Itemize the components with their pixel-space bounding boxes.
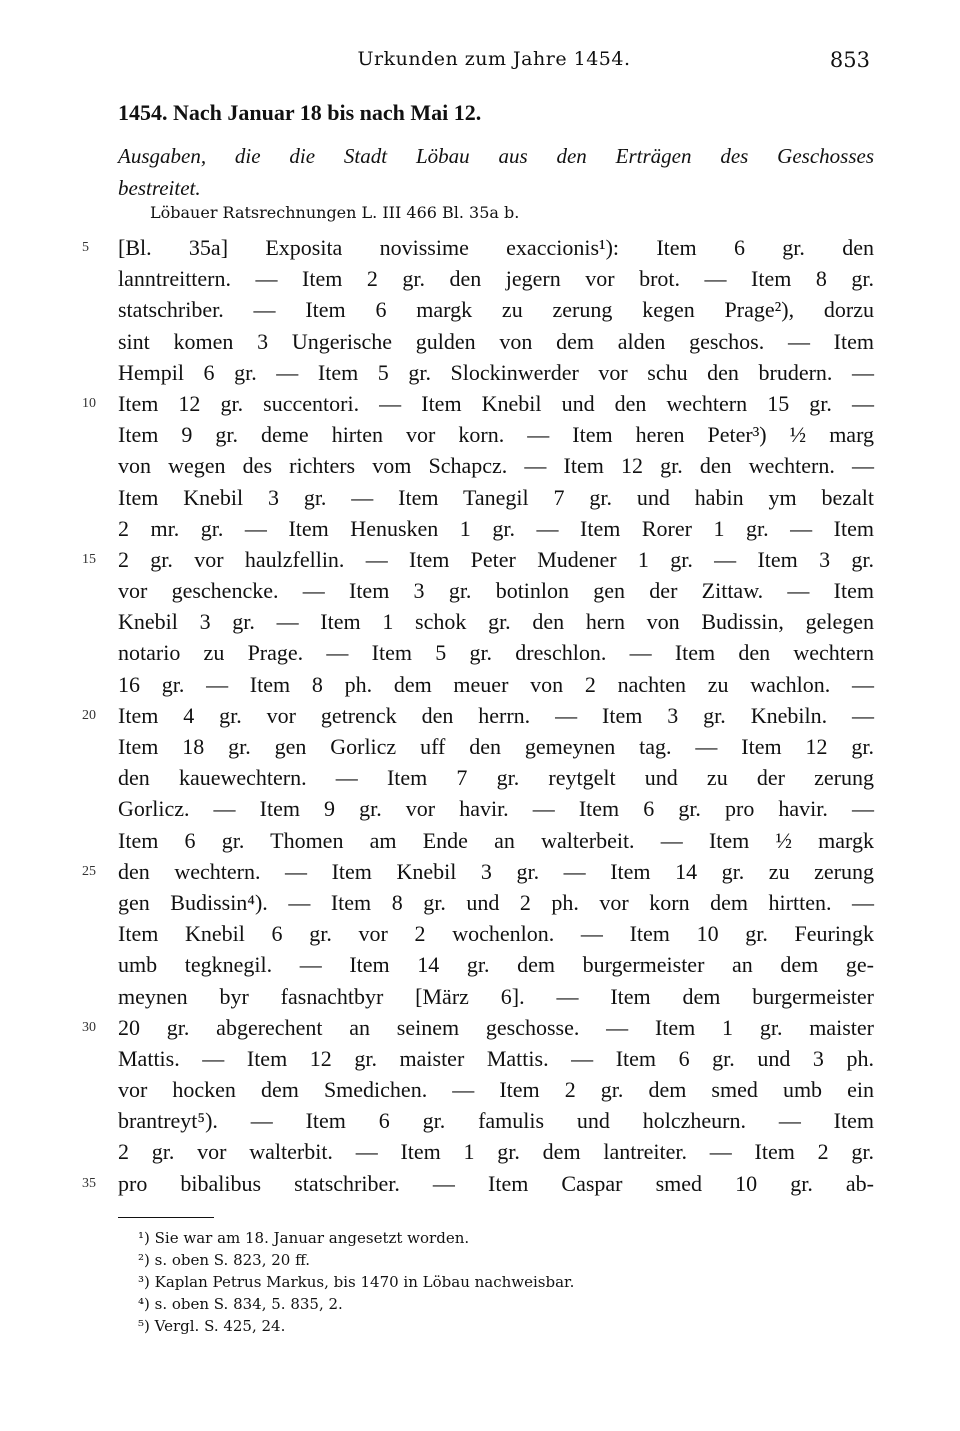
line-number: 20 [82, 707, 96, 723]
line-text: Hempil 6 gr. — Item 5 gr. Slockinwerder vor schu den brudern. — [118, 359, 874, 385]
summary-line: bestreitet. [118, 176, 201, 200]
text-line [82, 1012, 874, 1043]
line-number: 30 [82, 1019, 96, 1035]
line-text: Item Knebil 3 gr. — Item Tanegil 7 gr. und habin ym bezalt [118, 484, 874, 510]
line-text: Item 6 gr. Thomen am Ende an walterbeit. — Item ½ margk [118, 827, 874, 853]
text-line [118, 887, 874, 918]
line-number: 35 [82, 1175, 96, 1191]
line-text: Knebil 3 gr. — Item 1 schok gr. den hern von Budissin, gelegen [118, 609, 874, 635]
footnote: ⁵) Vergl. S. 425, 24. [138, 1317, 286, 1335]
line-number: 15 [82, 551, 96, 567]
line-text: Gorlicz. — Item 9 gr. vor havir. — Item 6 gr. pro havir. — [118, 796, 874, 822]
text-line [118, 606, 874, 637]
line-text: 2 mr. gr. — Item Henusken 1 gr. — Item Rorer 1 gr. — Item [118, 515, 874, 541]
document-summary [118, 140, 874, 204]
text-line [82, 856, 874, 887]
line-text: Item 18 gr. gen Gorlicz uff den gemeynen tag. — Item 12 gr. [118, 734, 874, 759]
line-text: Mattis. — Item 12 gr. maister Mattis. — Item 6 gr. und 3 ph. [118, 1045, 874, 1071]
line-number: 25 [82, 863, 96, 879]
text-line [118, 263, 874, 294]
running-title: Urkunden zum Jahre 1454. [357, 48, 631, 70]
line-text: sint komen 3 Ungerische gulden von dem alden geschos. — Item [118, 328, 874, 354]
text-line [118, 326, 874, 357]
text-line [118, 419, 874, 450]
text-line [118, 637, 874, 668]
line-text: notario zu Prage. — Item 5 gr. dreschlon. — Item den wechtern [118, 640, 874, 666]
footnote-divider [118, 1217, 214, 1218]
text-line [118, 793, 874, 824]
text-line [82, 544, 874, 575]
line-text: 2 gr. vor haulzfellin. — Item Peter Mudener 1 gr. — Item 3 gr. [118, 546, 874, 572]
line-text: brantreyt⁵). — Item 6 gr. famulis und holczheurn. — Item [118, 1108, 874, 1134]
text-line [82, 700, 874, 731]
text-line [118, 1105, 874, 1136]
body-text [82, 232, 874, 1199]
text-line [118, 949, 874, 980]
document-heading: 1454. Nach Januar 18 bis nach Mai 12. [118, 100, 482, 125]
line-text: von wegen des richters vom Schapcz. — Item 12 gr. den wechtern. — [118, 453, 874, 479]
footnote: ¹) Sie war am 18. Januar angesetzt worden. [138, 1229, 470, 1247]
text-line [118, 918, 874, 949]
source-citation: Löbauer Ratsrechnungen L. III 466 Bl. 35a b. [150, 203, 520, 222]
line-text: vor geschencke. — Item 3 gr. botinlon gen der Zittaw. — Item [118, 578, 874, 604]
text-line [82, 232, 874, 263]
text-line [82, 1168, 874, 1199]
text-line [118, 731, 874, 762]
line-text: 20 gr. abgerechent an seinem geschosse. — Item 1 gr. maister [118, 1014, 874, 1040]
line-text: Item 12 gr. succentori. — Item Knebil und den wechtern 15 gr. — [118, 390, 874, 416]
line-number: 10 [82, 395, 96, 411]
text-line [118, 357, 874, 388]
text-line [118, 981, 874, 1012]
text-line [118, 825, 874, 856]
text-line [118, 762, 874, 793]
line-text: gen Budissin⁴). — Item 8 gr. und 2 ph. vor korn dem hirtten. — [118, 889, 874, 915]
text-line [118, 482, 874, 513]
line-text: Item Knebil 6 gr. vor 2 wochenlon. — Item 10 gr. Feuringk [118, 921, 874, 947]
line-text: den kauewechtern. — Item 7 gr. reytgelt und zu der zerung [118, 765, 874, 791]
line-text: [Bl. 35a] Exposita novissime exaccionis¹): Item 6 gr. den [118, 235, 874, 260]
summary-line: Ausgaben, die die Stadt Löbau aus den Erträgen des Geschosses [118, 144, 874, 168]
text-line [82, 388, 874, 419]
text-line [118, 513, 874, 544]
page-header [118, 48, 870, 78]
line-text: den wechtern. — Item Knebil 3 gr. — Item 14 gr. zu zerung [118, 858, 874, 884]
line-number: 5 [82, 240, 89, 255]
text-line [118, 1136, 874, 1167]
text-line [118, 1074, 874, 1105]
text-line [118, 1043, 874, 1074]
line-text: Item 9 gr. deme hirten vor korn. — Item heren Peter³) ½ marg [118, 422, 874, 448]
line-text: lanntreittern. — Item 2 gr. den jegern vor brot. — Item 8 gr. [118, 266, 874, 292]
line-text: Item 4 gr. vor getrenck den herrn. — Item 3 gr. Knebiln. — [118, 702, 874, 728]
text-line [118, 450, 874, 481]
line-text: 2 gr. vor walterbit. — Item 1 gr. dem lantreiter. — Item 2 gr. [118, 1139, 874, 1165]
page-number: 853 [829, 48, 870, 72]
line-text: 16 gr. — Item 8 ph. dem meuer von 2 nachten zu wachlon. — [118, 671, 874, 697]
footnote: ²) s. oben S. 823, 20 ff. [138, 1251, 310, 1269]
footnotes [138, 1227, 838, 1337]
line-text: meynen byr fasnachtbyr [März 6]. — Item dem burgermeister [118, 983, 874, 1009]
text-line [118, 669, 874, 700]
text-line [118, 294, 874, 325]
footnote: ³) Kaplan Petrus Markus, bis 1470 in Löbau nachweisbar. [138, 1273, 575, 1291]
line-text: vor hocken dem Smedichen. — Item 2 gr. dem smed umb ein [118, 1077, 874, 1103]
text-line [118, 575, 874, 606]
footnote: ⁴) s. oben S. 834, 5. 835, 2. [138, 1295, 343, 1313]
line-text: pro bibalibus statschriber. — Item Caspar smed 10 gr. ab- [118, 1170, 874, 1196]
line-text: statschriber. — Item 6 margk zu zerung kegen Prage²), dorzu [118, 297, 874, 323]
line-text: umb tegknegil. — Item 14 gr. dem burgermeister an dem ge- [118, 952, 874, 978]
